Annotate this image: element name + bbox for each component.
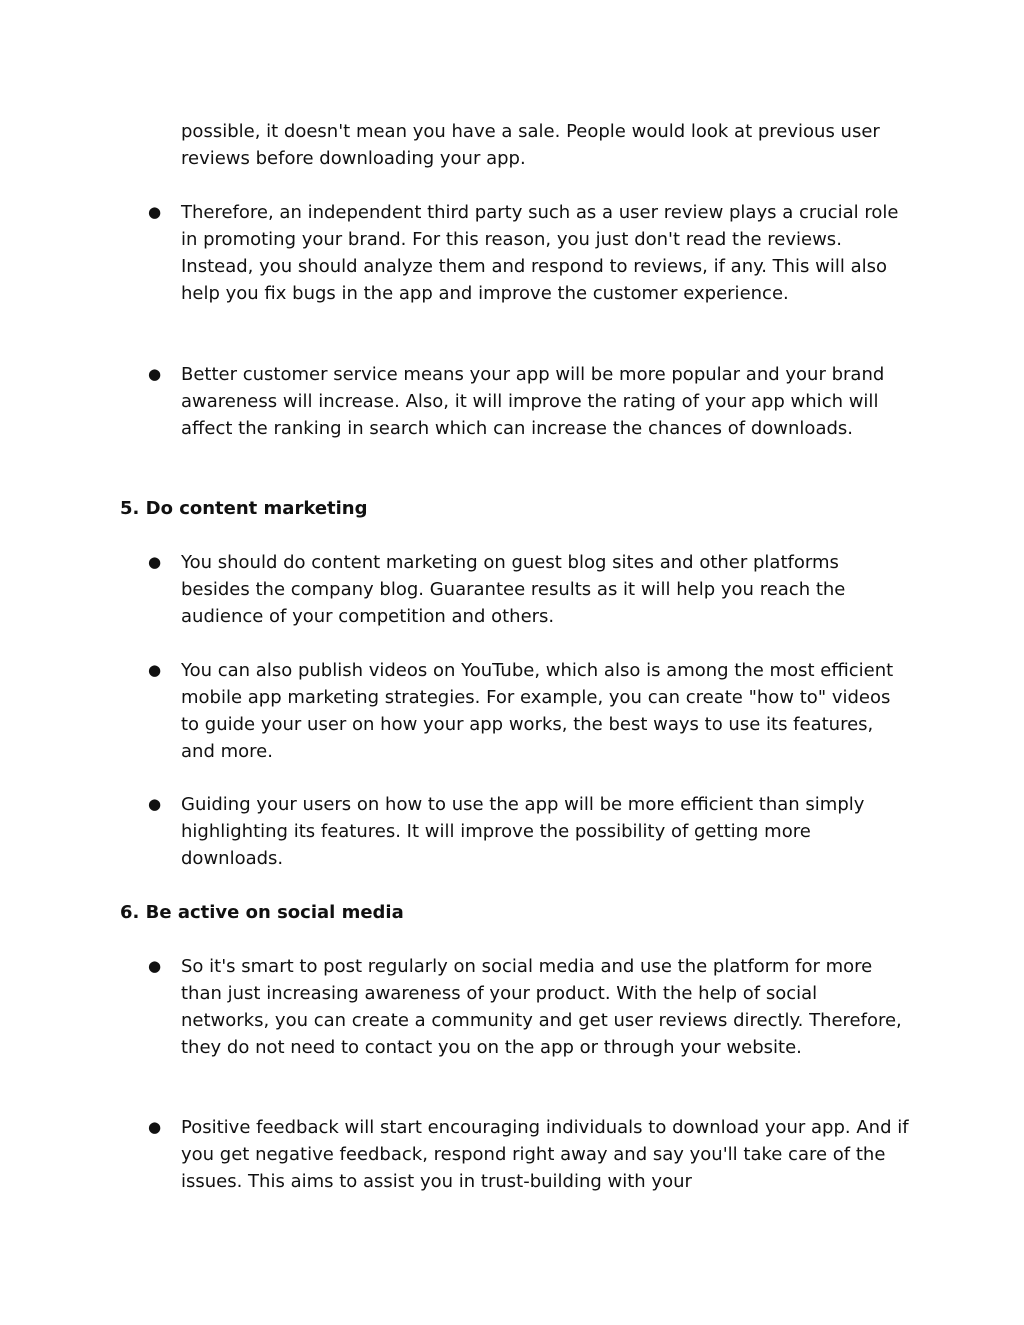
bullet-icon: ● <box>148 661 162 679</box>
bullet-icon: ● <box>148 1118 162 1136</box>
bullet-text: Therefore, an independent third party such as a user review plays a crucial role in promoting your brand. For this reason, you just don't read the reviews. Instead, you should analyze them and respond to reviews, if any. This will also help you fix bugs in the app and improve the customer experience. <box>181 202 899 304</box>
continuation-paragraph: possible, it doesn't mean you have a sale. People would look at previous user reviews before downloading your app. <box>181 121 880 169</box>
bullet-icon: ● <box>148 795 162 813</box>
bullet-text: You should do content marketing on guest blog sites and other platforms besides the company blog. Guarantee results as it will help you reach the audience of your competition and others. <box>181 552 846 627</box>
bullet-text: Guiding your users on how to use the app will be more efficient than simply highlighting its features. It will improve the possibility of getting more downloads. <box>181 794 865 869</box>
bullet-text: You can also publish videos on YouTube, which also is among the most efficient mobile app marketing strategies. For example, you can create "how to" videos to guide your user on how your app works, the best ways to use its features, and more. <box>181 660 894 762</box>
bullet-text: Better customer service means your app will be more popular and your brand awareness will increase. Also, it will improve the rating of your app which will affect the ranking in search which can increase the chances of downloads. <box>181 364 885 439</box>
section-heading: 5. Do content marketing <box>120 498 368 519</box>
bullet-text: So it's smart to post regularly on social media and use the platform for more than just increasing awareness of your product. With the help of social networks, you can create a community and get user reviews directly. Therefore, they do not need to contact you on the app or through your website. <box>181 956 902 1058</box>
bullet-icon: ● <box>148 203 162 221</box>
bullet-text: Positive feedback will start encouraging individuals to download your app. And if you get negative feedback, respond right away and say you'll take care of the issues. This aims to assist you in trust-building with your <box>181 1117 909 1192</box>
bullet-icon: ● <box>148 365 162 383</box>
bullet-icon: ● <box>148 553 162 571</box>
section-heading: 6. Be active on social media <box>120 902 404 923</box>
bullet-icon: ● <box>148 957 162 975</box>
